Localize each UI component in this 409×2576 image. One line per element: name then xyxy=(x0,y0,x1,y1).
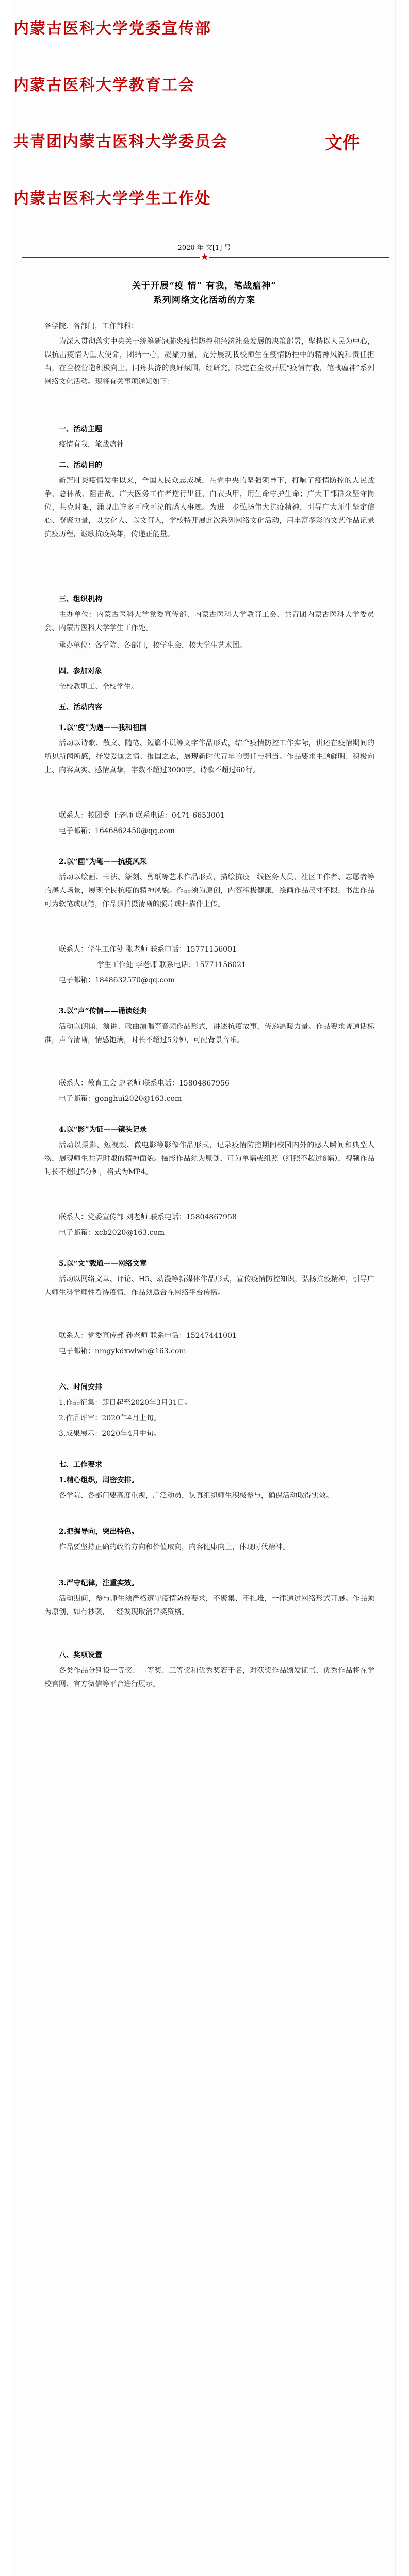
header-org-4: 内蒙古医科大学学生工作处 xyxy=(13,190,211,208)
section-heading-5: 五、活动内容 xyxy=(59,703,102,711)
requirement-3-title: 3.严守纪律，注重实效。 xyxy=(59,1579,139,1587)
activity-3-text: 活动以朗诵、演讲、歌曲演唱等音频作品形式，讲述抗疫故事，传递温暖力量。作品要求普通话标准，声音清晰，情感饱满，时长不超过5分钟，可配背景音乐。 xyxy=(44,1023,374,1044)
section-8-text: 各类作品分别设一等奖、二等奖、三等奖和优秀奖若干名，对获奖作品颁发证书，优秀作品将在学校官网、官方微信等平台进行展示。 xyxy=(44,1667,374,1688)
header-suffix: 文件 xyxy=(325,133,360,154)
section-4-text: 全校教职工、全校学生。 xyxy=(59,683,138,691)
activity-1-email: 电子邮箱：1646862450@qq.com xyxy=(59,827,175,835)
activity-2-contact-1: 联系人：学生工作处 张老师 联系电话：15771156001 xyxy=(59,945,237,954)
section-3-organizer: 承办单位：各学院、各部门，校学生会，校大学生艺术团。 xyxy=(59,641,247,650)
activity-2-contact-2: 学生工作处 李老师 联系电话：15771156021 xyxy=(97,961,246,969)
section-3-sponsor: 主办单位：内蒙古医科大学党委宣传部、内蒙古医科大学教育工会、共青团内蒙古医科大学委员会、内蒙古医科大学学生工作处。 xyxy=(44,611,374,632)
activity-2-text: 活动以绘画、书法、篆刻、剪纸等艺术作品形式，描绘抗疫一线医务人员、社区工作者、志愿者等的感人场景，展现全民抗疫的精神风貌。作品须为原创，内容积极健康，绘画作品尺寸不限，书法作品可为软笔或硬笔，作品须拍摄清晰的照片或扫描件上传。 xyxy=(44,873,374,908)
activity-5-title: 5.以“文”载道——网络文章 xyxy=(59,1260,147,1268)
section-heading-3: 三、组织机构 xyxy=(59,595,102,603)
red-header xyxy=(13,15,395,237)
activity-4-title: 4.以“影”为证——镜头记录 xyxy=(59,1126,147,1134)
section-1-text: 疫情有我，笔战瘟神 xyxy=(59,440,124,449)
intro-paragraph: 为深入贯彻落实中央关于统筹新冠肺炎疫情防控和经济社会发展的决策部署，坚持以人民为中心，以抗击疫情为重大使命，团结一心，凝聚力量，充分展现我校师生在疫情防控中的精神风貌和责任担当，在全校营造积极向上、同舟共济的良好氛围，经研究，决定在全校开展“疫情有我，笔战瘟神”系列网络文化活动。现将有关事项通知如下： xyxy=(44,337,374,386)
requirement-1-text: 各学院、各部门要高度重视，广泛动员，认真组织师生积极参与，确保活动取得实效。 xyxy=(59,1492,333,1500)
header-org-3: 共青团内蒙古医科大学委员会 xyxy=(13,133,228,151)
schedule-item-3: 3.成果展示：2020年4月中旬。 xyxy=(59,1430,161,1438)
header-org-2: 内蒙古医科大学教育工会 xyxy=(13,76,195,94)
activity-2-email: 电子邮箱：1848632570@qq.com xyxy=(59,976,175,985)
activity-1-title: 1.以“疫”为题——我和祖国 xyxy=(59,724,147,732)
schedule-item-2: 2.作品评审：2020年4月上旬。 xyxy=(59,1414,161,1422)
activity-5-text: 活动以网络文章、评论、H5、动漫等新媒体作品形式，宣传疫情防控知识，弘扬抗疫精神，引导广大师生科学理性看待疫情，作品须适合在网络平台传播。 xyxy=(44,1275,374,1297)
header-org-1: 内蒙古医科大学党委宣传部 xyxy=(13,20,211,38)
requirement-2-text: 作品要坚持正确的政治方向和价值取向，内容健康向上，体现时代精神。 xyxy=(59,1543,290,1551)
activity-1-contact: 联系人：校团委 王老师 联系电话：0471-6653001 xyxy=(59,811,225,820)
activity-5-contact: 联系人：党委宣传部 孙老师 联系电话：15247441001 xyxy=(59,1332,237,1340)
activity-3-email: 电子邮箱：gonghui2020@163.com xyxy=(59,1095,182,1103)
schedule-item-1: 1.作品征集：即日起至2020年3月31日。 xyxy=(59,1399,192,1407)
requirement-1-title: 1.精心组织，周密安排。 xyxy=(59,1476,139,1484)
activity-4-email: 电子邮箱：xcb2020@163.com xyxy=(59,1229,165,1237)
section-heading-8: 八、奖项设置 xyxy=(59,1651,102,1659)
requirement-2-title: 2.把握导向，突出特色。 xyxy=(59,1528,139,1536)
activity-5-email: 电子邮箱：nmgykdxwlwh@163.com xyxy=(59,1347,186,1355)
section-2-text: 新冠肺炎疫情发生以来，全国人民众志成城，在党中央的坚强领导下，打响了疫情防控的人民战争、总体战、阻击战。广大医务工作者逆行出征，白衣执甲，用生命守护生命；广大干部群众坚守岗位，共克时艰，涌现出许多可歌可泣的感人事迹。为进一步弘扬伟大抗疫精神，引导广大师生坚定信心、凝聚力量，以文化人、以文育人，学校特开展此次系列网络文化活动，用丰富多彩的文艺作品记录抗疫历程，讴歌抗疫英雄，传递正能量。 xyxy=(44,477,374,538)
section-heading-4: 四、参加对象 xyxy=(59,667,102,675)
activity-4-text: 活动以摄影、短视频、微电影等影像作品形式，记录疫情防控期间校园内外的感人瞬间和典型人物，展现师生共克时艰的精神面貌。摄影作品须为原创，可为单幅或组照（组照不超过6幅），视频作品时长不超过5分钟，格式为MP4。 xyxy=(44,1141,374,1176)
salutation: 各学院、各部门，工作部科： xyxy=(44,322,138,330)
section-heading-7: 七、工作要求 xyxy=(59,1461,102,1469)
requirement-3-text: 活动期间，参与师生须严格遵守疫情防控要求，不聚集、不扎堆，一律通过网络形式开展。作品须为原创，如有抄袭，一经发现取消评奖资格。 xyxy=(44,1595,374,1616)
activity-3-contact: 联系人：教育工会 赵老师 联系电话：15804867956 xyxy=(59,1079,230,1088)
document-number: 2020 年 文[1] 号 xyxy=(177,244,231,252)
document-title-line-1: 关于开展“疫 情” 有我，笔战瘟神” xyxy=(132,281,277,291)
activity-4-contact: 联系人：党委宣传部 刘老师 联系电话：15804867958 xyxy=(59,1213,237,1222)
section-heading-2: 二、活动目的 xyxy=(59,461,102,469)
section-heading-6: 六、时间安排 xyxy=(59,1383,102,1392)
activity-1-text: 活动以诗歌、散文、随笔、短篇小说等文字作品形式，结合疫情防控工作实际，讲述在疫情期间的所见所闻所感，抒发爱国之情、报国之志，展现新时代青年的责任与担当。作品要求主题鲜明、积极向上、内容真实、感情真挚，字数不超过3000字。诗歌不超过60行。 xyxy=(44,739,374,774)
document-title-line-2: 系列网络文化活动的方案 xyxy=(153,295,255,306)
star-icon: ★ xyxy=(200,251,209,262)
activity-3-title: 3.以“声”传情——诵读经典 xyxy=(59,1007,147,1015)
section-heading-1: 一、活动主题 xyxy=(59,425,102,433)
activity-2-title: 2.以“画”为笔——抗疫风采 xyxy=(59,858,147,866)
